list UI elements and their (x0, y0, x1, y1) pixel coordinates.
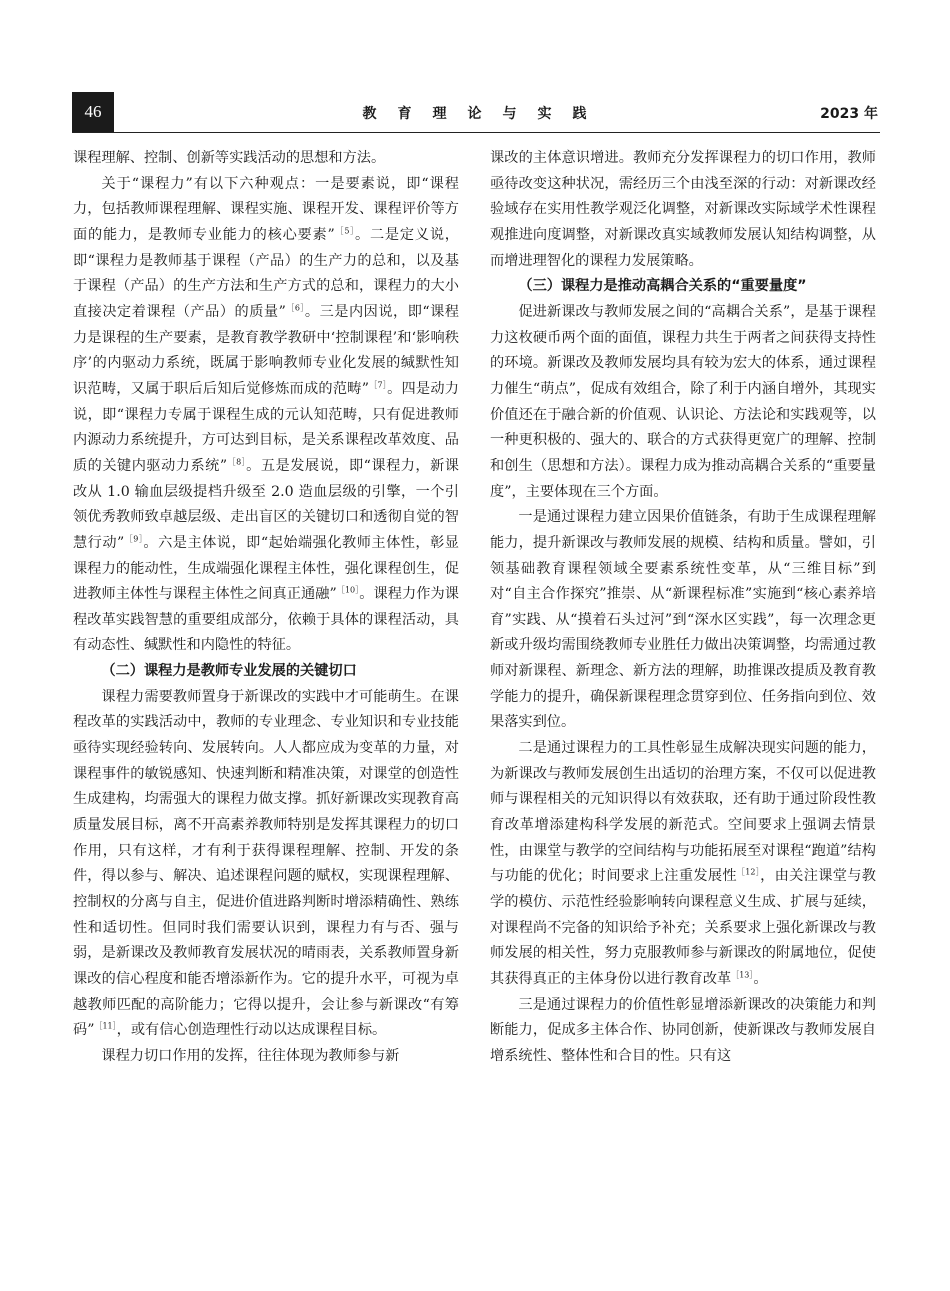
paragraph-key-cut (73, 685, 459, 1044)
citation-ref-10[interactable]: ［10］ (336, 585, 360, 595)
text-run: 。六是主体说，即“起始端强化教师主体性，彰显课程力的能动性，生成端强化课程主体性，强化课程创生，促进教师主体性与课程主体性之间真正通融” (73, 534, 459, 603)
citation-ref-6[interactable]: ［6］ (285, 303, 305, 313)
paragraph-six-views (73, 172, 459, 659)
text-run: 。四是动力说，即“课程力专属于课程生成的元认知范畴，只有促进教师内源动力系统提升，方可达到目标，是关系课程改革效度、品质的关键内驱动力系统” (73, 380, 459, 474)
citation-ref-8[interactable]: ［8］ (227, 457, 247, 467)
text-run: 。 (753, 971, 768, 987)
page-header (72, 92, 880, 133)
citation-ref-9[interactable]: ［9］ (124, 534, 144, 544)
text-run: ，或有信心创造理性行动以达成课程目标。 (116, 1022, 387, 1039)
text-run: 。课程力作为课程改革实践智慧的重要组成部分，依赖于具体的课程活动，具有动态性、缄默性和内隐性的特征。 (73, 586, 459, 654)
text-run: 课程力需要教师置身于新课改的实践中才可能萌生。在课程改革的实践活动中，教师的专业理念、专业知识和专业技能亟待实现经验转向、发展转向。人人都应成为变革的力量，对课程事件的敏锐感知、快速判断和精准决策，对课堂的创造性生成建构，均需强大的课程力做支撑。抓好新课改实现教育高质量发展目标，离不开高素养教师特别是发挥其课程力的切口作用，只有这样，才有利于获得课程理解、控制、开发的条件，得以参与、解决、追述课程问题的赋权，实现课程理解、控制权的分离与自主，促进价值进路判断时增添精确性、熟练性和适切性。但同时我们需要认识到，课程力有与否、强与弱，是新课改及教师教育发展状况的晴雨表，关系教师置身新课改的信心程度和能否增添新作为。它的提升水平，可视为卓越教师匹配的高阶能力；它得以提升，会让参与新课改“有筹码” (73, 688, 459, 1039)
text-run: ，由关注课堂与教学的模仿、示范性经验影响转向课程意义生成、扩展与延续，对课程尚不完备的知识给予补充；关系要求上强化新课改与教师发展的相关性，努力克服教师参与新课改的附属地位，促使其获得真正的主体身份以进行教育改革 (490, 868, 876, 987)
text-run: 二是通过课程力的工具性彰显生成解决现实问题的能力，为新课改与教师发展创生出适切的治理方案，不仅可以促进教师与课程相关的元知识得以有效获取，还有助于通过阶段性教育改革增添建构科学发展的新范式。空间要求上强调去情景性，由课堂与教学的空间结构与功能拓展至对课程“跑道”结构与功能的优化；时间要求上注重发展性 (490, 740, 876, 885)
citation-ref-7[interactable]: ［7］ (368, 380, 388, 390)
journal-title: 教育理论与实践 (362, 106, 608, 122)
publication-year: 2023 年 (820, 106, 878, 122)
section-heading-2: （二）课程力是教师专业发展的关键切口 (101, 663, 357, 680)
paragraph-second-aspect (490, 736, 876, 993)
section-heading-3: （三）课程力是推动高耦合关系的“重要量度” (518, 278, 807, 295)
paragraph-first-aspect: 一是通过课程力建立因果价值链条，有助于生成课程理解能力，提升新课改与教师发展的规模、结构和质量。譬如，引领基础教育课程领域全要素系统性变革，从“三维目标”到对“自主合作探究”推崇、从“新课程标准”实施到“核心素养培育”实践、从“摸着石头过河”到“深水区实践”，每一次理念更新或升级均需围绕教师专业胜任力做出决策调整，均需通过教师对新课程、新理念、新方法的理解，助推课改提质及教育教学能力的提升，确保新课程理念贯穿到位、任务指向到位、效果落实到位。 (490, 509, 876, 731)
page-number: 46 (72, 92, 114, 132)
left-column (73, 146, 459, 1070)
citation-ref-11[interactable]: ［11］ (94, 1021, 117, 1031)
paragraph-third-aspect: 三是通过课程力的价值性彰显增添新课改的决策能力和判断能力，促成多主体合作、协同创新，使新课改与教师发展自增系统性、整体性和合目的性。只有这 (490, 996, 876, 1064)
paragraph-cut-effect: 课程力切口作用的发挥，往往体现为教师参与新 (101, 1047, 400, 1064)
paragraph-continuation: 课程理解、控制、创新等实践活动的思想和方法。 (73, 150, 386, 166)
text-run: 。五是发展说，即“课程力，新课改从 1.0 输血层级提档升级至 2.0 造血层级的引擎，一个引领优秀教师致卓越层级、走出盲区的关键切口和透彻自觉的智慧行动” (73, 457, 459, 551)
text-run: 。三是内因说，即“课程力是课程的生产要素，是教育教学教研中‘控制课程’和‘影响秩序’的内驱动力系统，既属于影响教师专业化发展的缄默性知识范畴，又属于职后后知后觉修炼而成的范畴” (73, 303, 459, 397)
citation-ref-12[interactable]: ［12］ (736, 867, 761, 877)
paragraph-continuation: 课改的主体意识增进。教师充分发挥课程力的切口作用，教师亟待改变这种状况，需经历三个由浅至深的行动：对新课改经验域存在实用性教学观泛化调整，对新课改实际域学术性课程观推进向度调整，对新课改真实域教师发展认知结构调整，从而增进理智化的课程力发展策略。 (490, 150, 876, 269)
text-run: 关于“课程力”有以下六种观点：一是要素说，即“课程力，包括教师课程理解、课程实施、课程开发、课程评价等方面的能力，是教师专业能力的核心要素” (73, 175, 459, 243)
citation-ref-13[interactable]: ［13］ (731, 970, 754, 980)
text-run: 。二是定义说，即“课程力是教师基于课程（产品）的生产力的总和，以及基于课程（产品）的生产方法和生产方式的总和，课程力的大小直接决定着课程（产品）的质量” (73, 226, 459, 320)
right-column (490, 146, 876, 1070)
citation-ref-5[interactable]: ［5］ (334, 226, 355, 236)
paragraph-high-coupling: 促进新课改与教师发展之间的“高耦合关系”，是基于课程力这枚硬币两个面的面值，课程力共生于两者之间获得支持性的环境。新课改及教师发展均具有较为宏大的体系，通过课程力催生“萌点”，促成有效组合，除了利于内涵自增外，其现实价值还在于融合新的价值观、认识论、方法论和实践观等，以一种更积极的、强大的、联合的方式获得更宽广的理解、控制和创生（思想和方法）。课程力成为推动高耦合关系的“重要量度”，主要体现在三个方面。 (490, 303, 876, 500)
